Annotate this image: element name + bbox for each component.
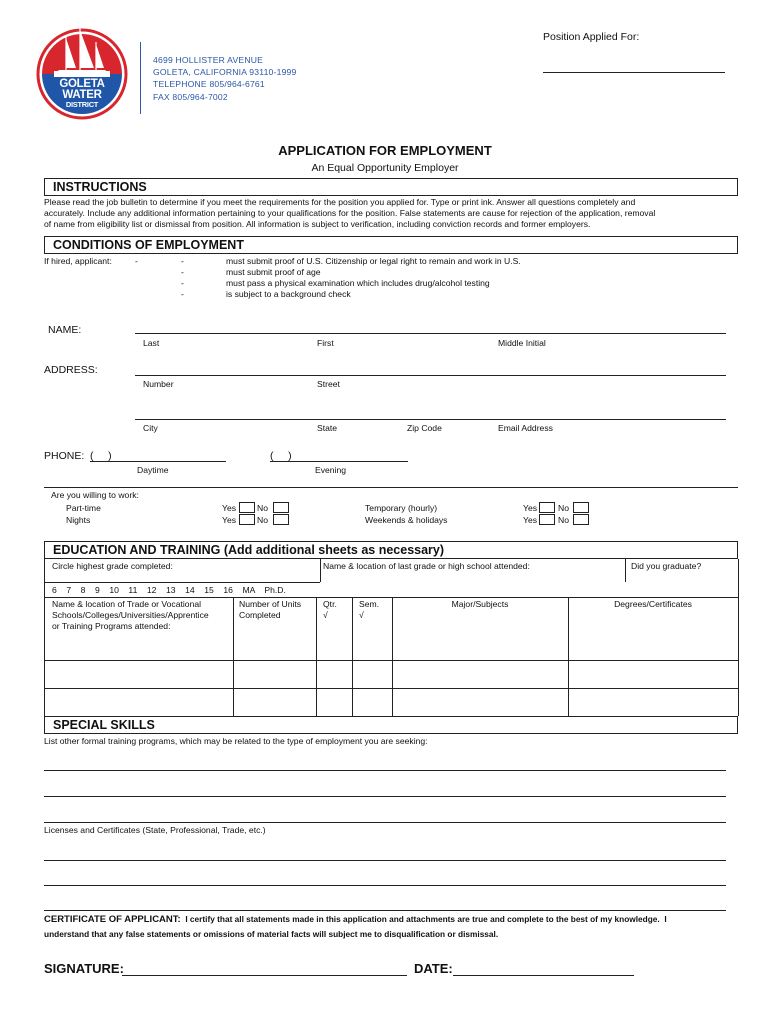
- degrees-label: Degrees/Certificates: [614, 599, 692, 609]
- parttime-no-label: No: [257, 503, 268, 513]
- address-city-field[interactable]: [135, 419, 726, 420]
- edu-grid-col2: [316, 597, 317, 716]
- availability-divider: [44, 487, 738, 488]
- name-last-label: Last: [143, 338, 160, 348]
- nights-yes-checkbox[interactable]: [239, 514, 255, 525]
- phone-daytime-field[interactable]: [90, 461, 226, 462]
- weekends-yes-label: Yes: [523, 515, 538, 525]
- page-title: APPLICATION FOR EMPLOYMENT: [278, 143, 492, 158]
- position-applied-label: Position Applied For:: [543, 31, 640, 43]
- nights-no-checkbox[interactable]: [273, 514, 289, 525]
- licenses-line-3[interactable]: [44, 910, 726, 911]
- phone-evening-label: Evening: [315, 465, 347, 475]
- temporary-no-label: No: [558, 503, 569, 513]
- edu-grid-col4: [392, 597, 393, 716]
- address-state-label: State: [317, 423, 338, 433]
- licenses-line-2[interactable]: [44, 885, 726, 886]
- temporary-label: Temporary (hourly): [365, 503, 438, 513]
- weekends-no-checkbox[interactable]: [573, 514, 589, 525]
- licenses-line-1[interactable]: [44, 860, 726, 861]
- conditions-dash: -: [135, 256, 138, 266]
- edu-grid-hline2: [44, 660, 738, 661]
- address-street-field[interactable]: [135, 375, 726, 376]
- grade-options[interactable]: 6 7 8 9 10 11 12 13 14 15 16 MA Ph.D.: [52, 585, 286, 595]
- name-first-label: First: [317, 338, 334, 348]
- name-middle-label: Middle Initial: [498, 338, 546, 348]
- parttime-label: Part-time: [66, 503, 101, 513]
- temporary-yes-checkbox[interactable]: [539, 502, 555, 513]
- edu-grid-hline3: [44, 688, 738, 689]
- certificate-text: CERTIFICATE OF APPLICANT: I certify that all statements made in this application and attachments are true and complete to the best of my knowledge. I: [44, 914, 667, 925]
- weekends-label: Weekends & holidays: [365, 515, 448, 525]
- circle-grade-label: Circle highest grade completed:: [52, 561, 173, 571]
- nights-no-label: No: [257, 515, 268, 525]
- weekends-yes-checkbox[interactable]: [539, 514, 555, 525]
- training-prompt: List other formal training programs, which may be related to the type of employment you are seeking:: [44, 736, 428, 746]
- logo-text: GOLETA WATER DISTRICT: [59, 78, 105, 109]
- phone-evening-areacode: ( ): [270, 450, 292, 462]
- last-school-label: Name & location of last grade or high school attended:: [323, 561, 530, 571]
- temporary-no-checkbox[interactable]: [573, 502, 589, 513]
- address-email-label: Email Address: [498, 423, 553, 433]
- condition-item: must pass a physical examination which includes drug/alcohol testing: [226, 278, 490, 288]
- education-heading: EDUCATION AND TRAINING (Add additional sheets as necessary): [44, 541, 738, 559]
- certificate-text-line2: understand that any false statements or omissions of material facts will subject me to disqualification or dismissal.: [44, 929, 499, 939]
- edu-grid-col3: [352, 597, 353, 716]
- parttime-yes-label: Yes: [222, 503, 237, 513]
- phone-label: PHONE:: [44, 450, 85, 462]
- training-line-2[interactable]: [44, 796, 726, 797]
- edu-grid-col1: [233, 597, 234, 716]
- address-number-label: Number: [143, 379, 174, 389]
- date-field[interactable]: [453, 975, 634, 976]
- edu-grid-hline1: [44, 597, 738, 598]
- condition-item: must submit proof of U.S. Citizenship or legal right to remain and work in U.S.: [226, 256, 521, 266]
- condition-item: must submit proof of age: [226, 267, 321, 277]
- conditions-lead: If hired, applicant:: [44, 256, 112, 266]
- availability-question: Are you willing to work:: [51, 490, 139, 500]
- special-skills-heading: SPECIAL SKILLS: [44, 716, 738, 734]
- edu-grid-right: [738, 559, 739, 716]
- temporary-yes-label: Yes: [523, 503, 538, 513]
- address-divider: [140, 42, 141, 114]
- conditions-heading: CONDITIONS OF EMPLOYMENT: [44, 236, 738, 254]
- address-zip-label: Zip Code: [407, 423, 442, 433]
- address-label: ADDRESS:: [44, 364, 98, 376]
- qtr-label: Qtr. √: [323, 599, 337, 620]
- sem-label: Sem. √: [359, 599, 380, 620]
- conditions-list: [226, 256, 521, 300]
- condition-item: is subject to a background check: [226, 289, 351, 299]
- phone-evening-field[interactable]: [270, 461, 408, 462]
- district-address: 4699 HOLLISTER AVENUE GOLETA, CALIFORNIA 93110-1999 TELEPHONE 805/964-6761 FAX 805/964-7002: [153, 55, 297, 102]
- signature-field[interactable]: [122, 975, 407, 976]
- page-subtitle: An Equal Opportunity Employer: [311, 162, 459, 174]
- weekends-no-label: No: [558, 515, 569, 525]
- phone-daytime-label: Daytime: [137, 465, 169, 475]
- instructions-text: Please read the job bulletin to determine if you meet the requirements for the position you applied for. Type or print ink. Answer all questions completely and accurately. Include any additional information pertaining to your qualifications for the position. False statements are cause for rejection of the application, removal of name from eligibility list or dismissal from position. All information is subject to verification, including conviction records and former employers.: [44, 197, 656, 229]
- edu-grid-div1: [320, 559, 321, 582]
- units-label: Number of Units Completed: [239, 599, 302, 620]
- address-city-label: City: [143, 423, 158, 433]
- graduate-label: Did you graduate?: [631, 561, 702, 571]
- major-label: Major/Subjects: [451, 599, 509, 609]
- licenses-prompt: Licenses and Certificates (State, Professional, Trade, etc.): [44, 825, 266, 835]
- phone-day-areacode: ( ): [90, 450, 112, 462]
- edu-grid-col5: [568, 597, 569, 716]
- parttime-yes-checkbox[interactable]: [239, 502, 255, 513]
- training-line-1[interactable]: [44, 770, 726, 771]
- position-applied-field[interactable]: [543, 72, 725, 73]
- trade-school-label: Name & location of Trade or Vocational Schools/Colleges/Universities/Apprentice or Training Programs attended:: [52, 599, 209, 631]
- name-field[interactable]: [135, 333, 726, 334]
- instructions-heading: INSTRUCTIONS: [44, 178, 738, 196]
- name-label: NAME:: [48, 324, 82, 336]
- signature-label: SIGNATURE:: [44, 961, 124, 976]
- conditions-bullets: - - - -: [181, 256, 184, 299]
- date-label: DATE:: [414, 961, 453, 976]
- nights-yes-label: Yes: [222, 515, 237, 525]
- parttime-no-checkbox[interactable]: [273, 502, 289, 513]
- address-street-label: Street: [317, 379, 340, 389]
- training-line-3[interactable]: [44, 822, 726, 823]
- edu-grid-hline0: [44, 582, 320, 583]
- edu-grid-div2: [625, 559, 626, 582]
- nights-label: Nights: [66, 515, 91, 525]
